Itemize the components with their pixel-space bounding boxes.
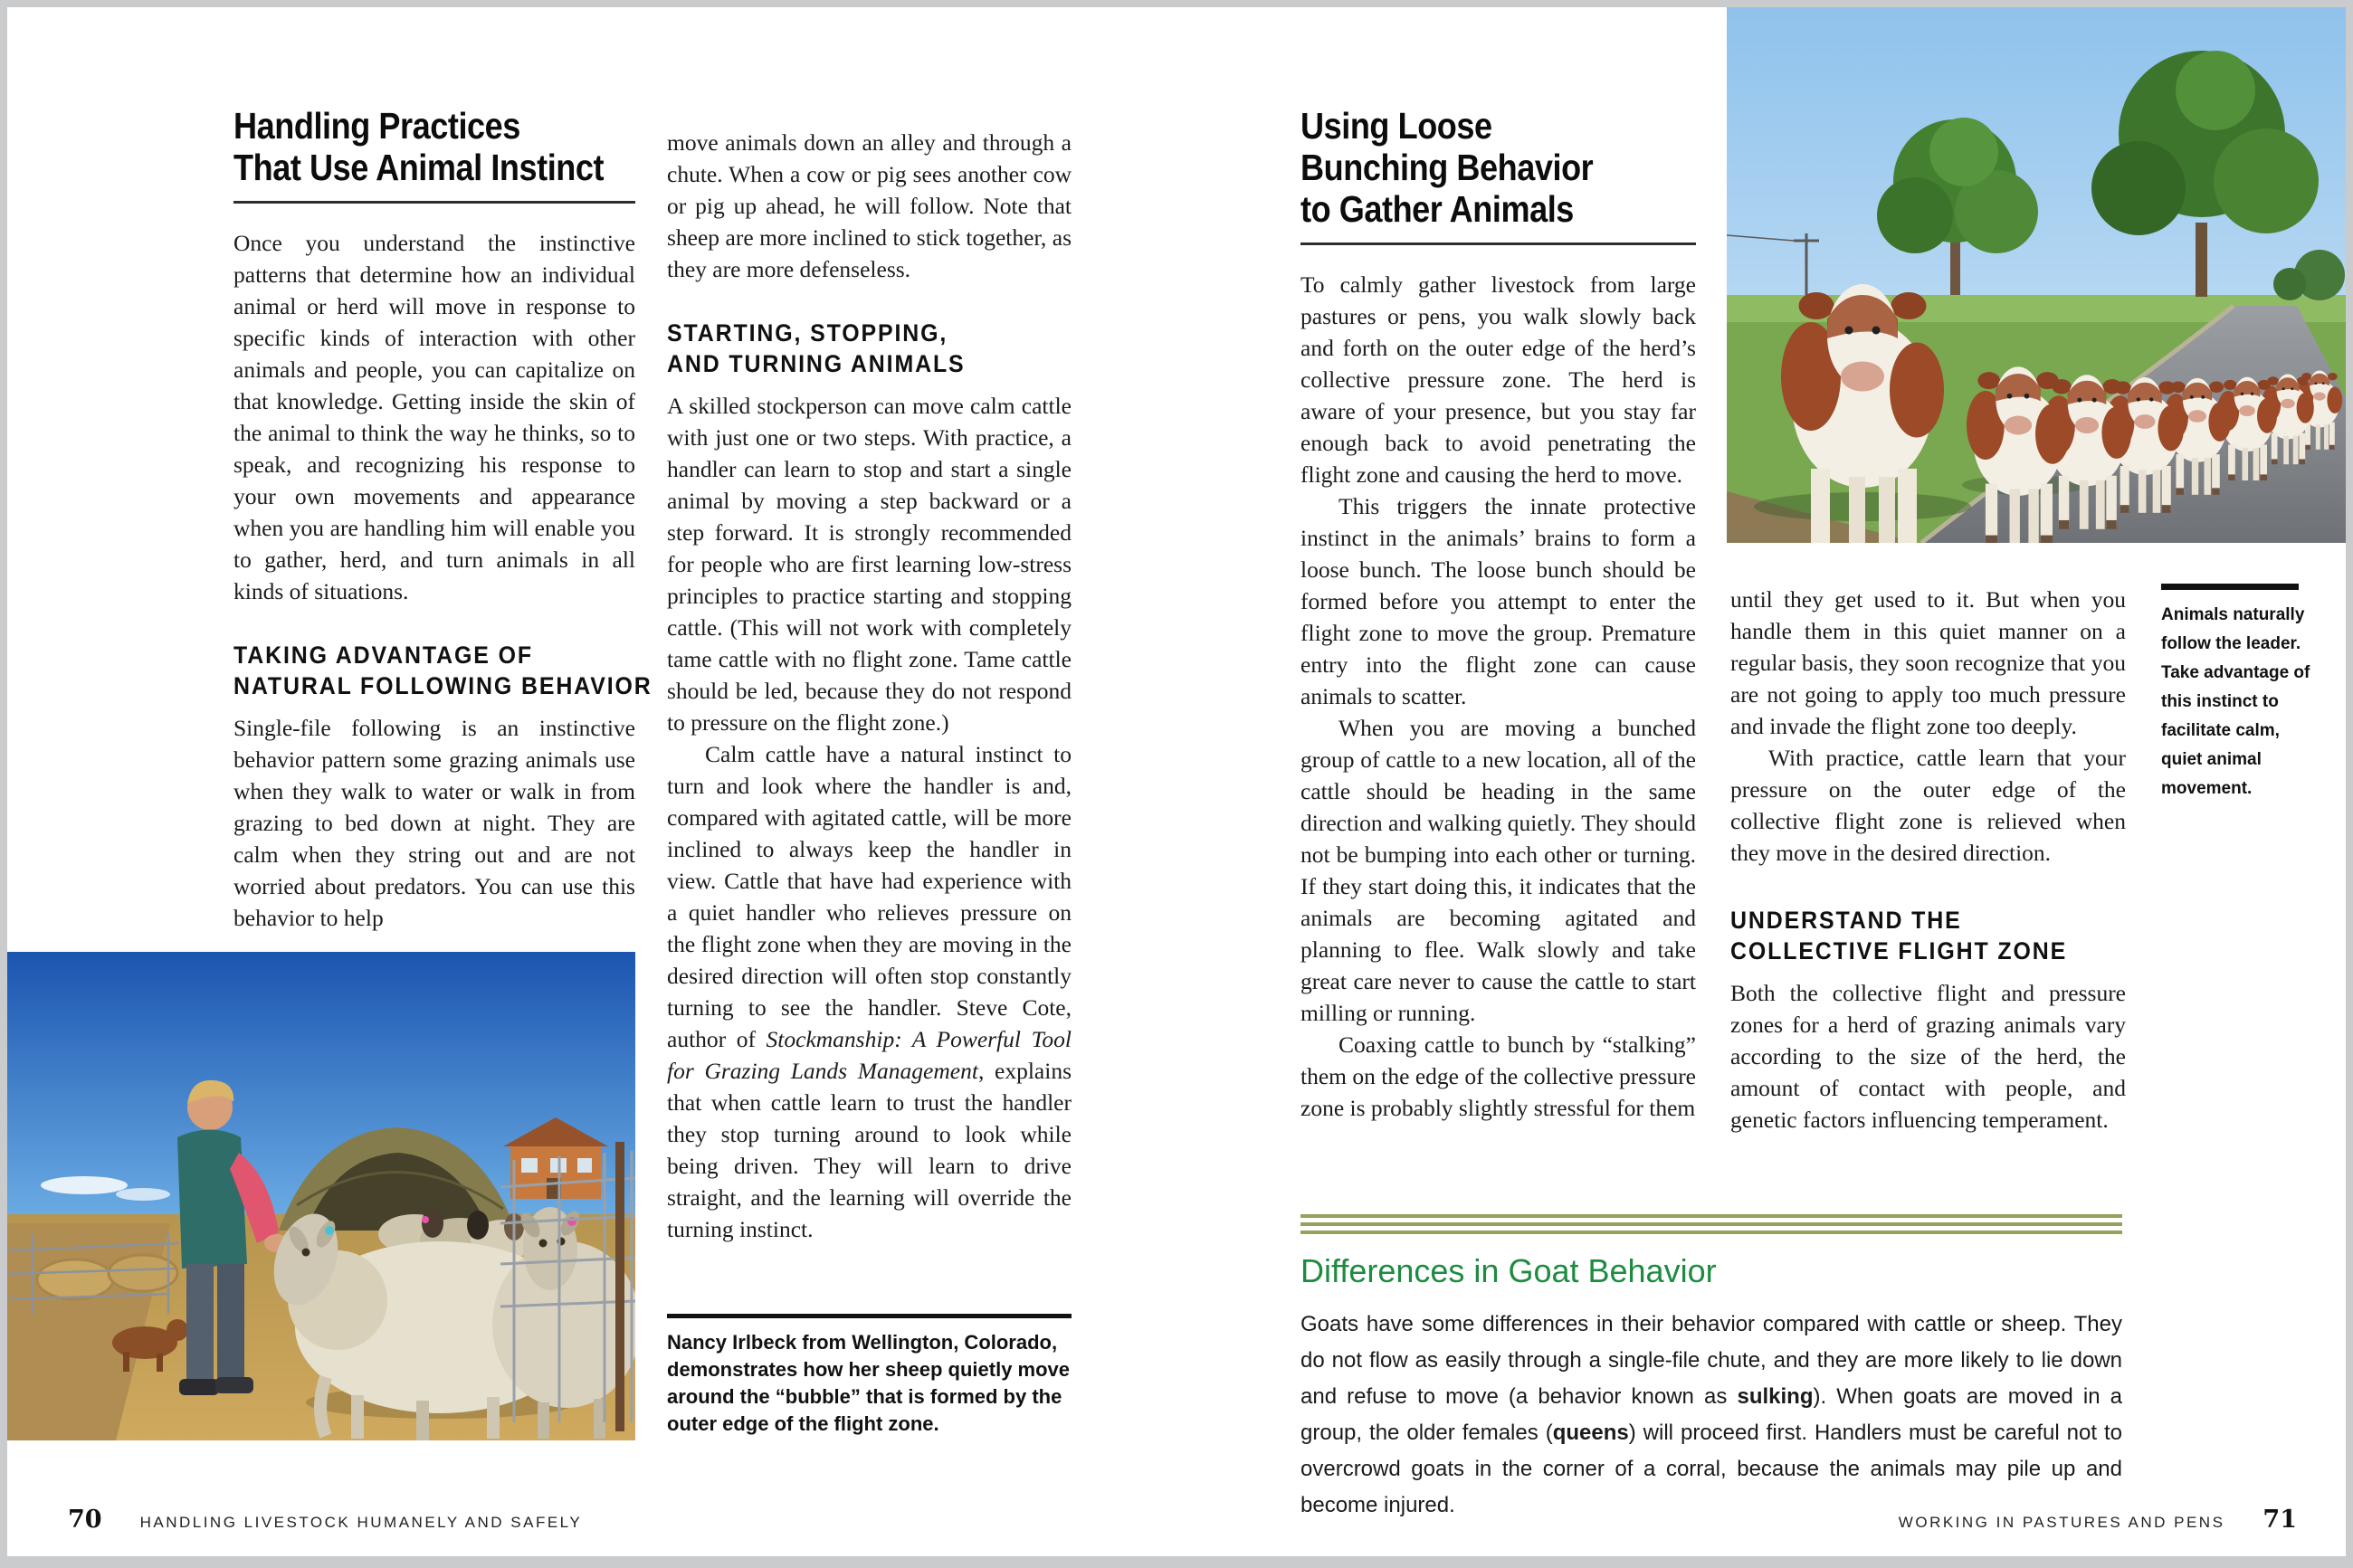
left-photo-caption-block (667, 1314, 1072, 1438)
box-top-rule (1300, 1214, 2122, 1234)
box-bold-term: queens (1552, 1421, 1629, 1445)
section-heading-line: TAKING ADVANTAGE OF (233, 641, 533, 669)
photo-caption: Animals naturally follow the leader. Take advantage of this instinct to facilitate calm, quiet animal movement. (2161, 605, 2310, 798)
goat-behavior-box (1300, 1214, 2122, 1524)
body-paragraph: Both the collective flight and pressure zones for a herd of grazing animals vary according to the size of the herd, the amount of contact with people, and genetic factors influencing temperament. (1730, 980, 2126, 1133)
paragraph-segment: , explains that when cattle learn to trust the handler they stop turning around to look while being driven. They will learn to drive straight, and the learning will override the turning instinct. (667, 1058, 1072, 1242)
body-paragraph: move animals down an alley and through a chute. When a cow or pig sees another cow or pig up ahead, he will follow. Note that sheep are more inclined to stick together, as they are more defenseless. (667, 129, 1072, 282)
body-paragraph: Coaxing cattle to bunch by “stalking” them on the edge of the collective pressure zone is probably slightly stressful for them (1300, 1031, 1696, 1121)
right-column-1 (1300, 105, 1717, 1124)
book-title-italic: Stockmanship: A Powerful Tool for Grazing Lands Management (667, 1026, 1072, 1084)
right-photo-caption-block (2161, 584, 2320, 803)
fence-post (615, 1142, 624, 1431)
cloud (41, 1176, 128, 1194)
hay-bale (37, 1259, 113, 1299)
left-column-2 (667, 127, 1072, 1245)
box-text-segment: ). When goats are moved in a group, the older females ( (1300, 1384, 2122, 1445)
paragraph-segment: Calm cattle have a natural instinct to turn and look where the handler is and, compared with agitated cattle, will be more inclined to always keep the handler in view. Cattle that have had experience with a quiet handler who relieves pressure on the flight zone when they are moving in the desired direction will often stop constantly turning to see the handler. Steve Cote, author of (667, 741, 1072, 1052)
heading-rule (1300, 242, 1696, 245)
page-title-line2: Bunching Behavior (1300, 147, 1594, 188)
box-body (1300, 1307, 2122, 1524)
body-paragraph: With practice, cattle learn that your pressure on the outer edge of the collective flight zone is relieved when they move in the desired direction. (1730, 745, 2126, 866)
cattle-photo-illustration (1727, 7, 2346, 543)
intro-paragraph: Once you understand the instinctive patterns that determine how an individual animal or herd will move in response to specific kinds of interaction with other animals and people, you can capitalize on that knowledge. Getting inside the skin of the animal to think the way he thinks, so to speak, and recognizing his response to your own movements and appearance when you are handling him will enable you to gather, herd, and turn animals in all kinds of situations. (233, 230, 635, 604)
box-bold-term: sulking (1737, 1384, 1814, 1409)
caption-rule (2161, 584, 2299, 590)
section-heading-following (233, 640, 653, 701)
body-paragraph: Single-file following is an instinctive behavior pattern some grazing animals use when they walk to water or walk in from grazing to bed down at night. They are calm when they string out and are not worried about predators. You can use this behavior to help (233, 715, 635, 931)
page-title-line1: Handling Practices (233, 105, 520, 147)
body-paragraph (667, 738, 1072, 1245)
right-photo-cattle-road (1727, 7, 2346, 543)
body-paragraph: When you are moving a bunched group of cattle to a new location, all of the cattle should be heading in the same direction and walking quietly. They should not be bumping into each other or turning. If they start doing this, it indicates that the animals are becoming agitated and planning to flee. Walk slowly and take great care never to cause the cattle to start milling or running. (1300, 715, 1696, 1026)
page-title-line2: That Use Animal Instinct (233, 147, 605, 188)
section-heading-line: COLLECTIVE FLIGHT ZONE (1730, 937, 2068, 965)
section-heading-starting (667, 318, 1047, 379)
body-paragraph: This triggers the innate protective instinct in the animals’ brains to form a loose bunch. The loose bunch should be formed before you attempt to enter the flight zone to move the group. Premature entry into the flight zone can cause animals to scatter. (1300, 493, 1696, 709)
section-heading-line: STARTING, STOPPING, (667, 319, 948, 347)
page-title (233, 105, 605, 188)
page-title-line1: Using Loose (1300, 105, 1492, 147)
body-paragraph: To calmly gather livestock from large pastures or pens, you walk slowly back and forth on the outer edge of the herd’s collective pressure zone. The herd is aware of your presence, but you stay far enough back to avoid penetrating the flight zone and causing the herd to move. (1300, 271, 1696, 488)
section-heading-flight-zone (1730, 905, 2109, 966)
body-paragraph: A skilled stockperson can move calm cattle with just one or two steps. With practice, a handler can learn to stop and start a single animal by moving a step backward or a step forward. It is strongly recommended for people who are first learning low-stress principles to practice starting and stopping cattle. (This will not work with completely tame cattle with no flight zone. Tame cattle should be led, because they do not respond to pressure on the flight zone.) (667, 393, 1072, 736)
section-heading-line: AND TURNING ANIMALS (667, 350, 966, 377)
sheep-photo-illustration (7, 952, 635, 1440)
hay-bale (109, 1255, 177, 1291)
page-title-line3: to Gather Animals (1300, 188, 1574, 230)
box-text-segment: ) will proceed first. Handlers must be careful not to overcrowd goats in the corner of a corral, because the animals may pile up and become injured. (1300, 1421, 2122, 1517)
cloud (116, 1188, 170, 1201)
running-footer: WORKING IN PASTURES AND PENS (1898, 1514, 2225, 1531)
caption-rule (667, 1314, 1072, 1318)
right-page-footer (1899, 1506, 2297, 1534)
box-title: Differences in Goat Behavior (1300, 1252, 1717, 1289)
box-text-segment: Goats have some differences in their behavior compared with cattle or sheep. They do not flow as easily through a single-file chute, and they are more likely to lie down and refuse to move (a behavior known as (1300, 1312, 2122, 1409)
right-column-2 (1730, 584, 2133, 1136)
section-heading-line: NATURAL FOLLOWING BEHAVIOR (233, 672, 653, 699)
page-number: 71 (2262, 1506, 2297, 1534)
page-number: 70 (68, 1506, 102, 1534)
section-heading-line: UNDERSTAND THE (1730, 907, 1962, 934)
left-page-footer (68, 1506, 582, 1534)
photo-caption: Nancy Irlbeck from Wellington, Colorado, demonstrates how her sheep quietly move around the “bubble” that is formed by the outer edge of the flight zone. (667, 1331, 1071, 1435)
left-photo-sheep-handling (7, 952, 635, 1440)
page-title (1300, 105, 1667, 230)
body-paragraph: until they get used to it. But when you handle them in this quiet manner on a regular basis, they soon recognize that you are not going to apply too much pressure and invade the flight zone too deeply. (1730, 586, 2126, 739)
bush (2273, 268, 2306, 300)
left-column-1 (233, 105, 653, 934)
heading-rule (233, 201, 635, 204)
running-footer: HANDLING LIVESTOCK HUMANELY AND SAFELY (139, 1514, 583, 1531)
